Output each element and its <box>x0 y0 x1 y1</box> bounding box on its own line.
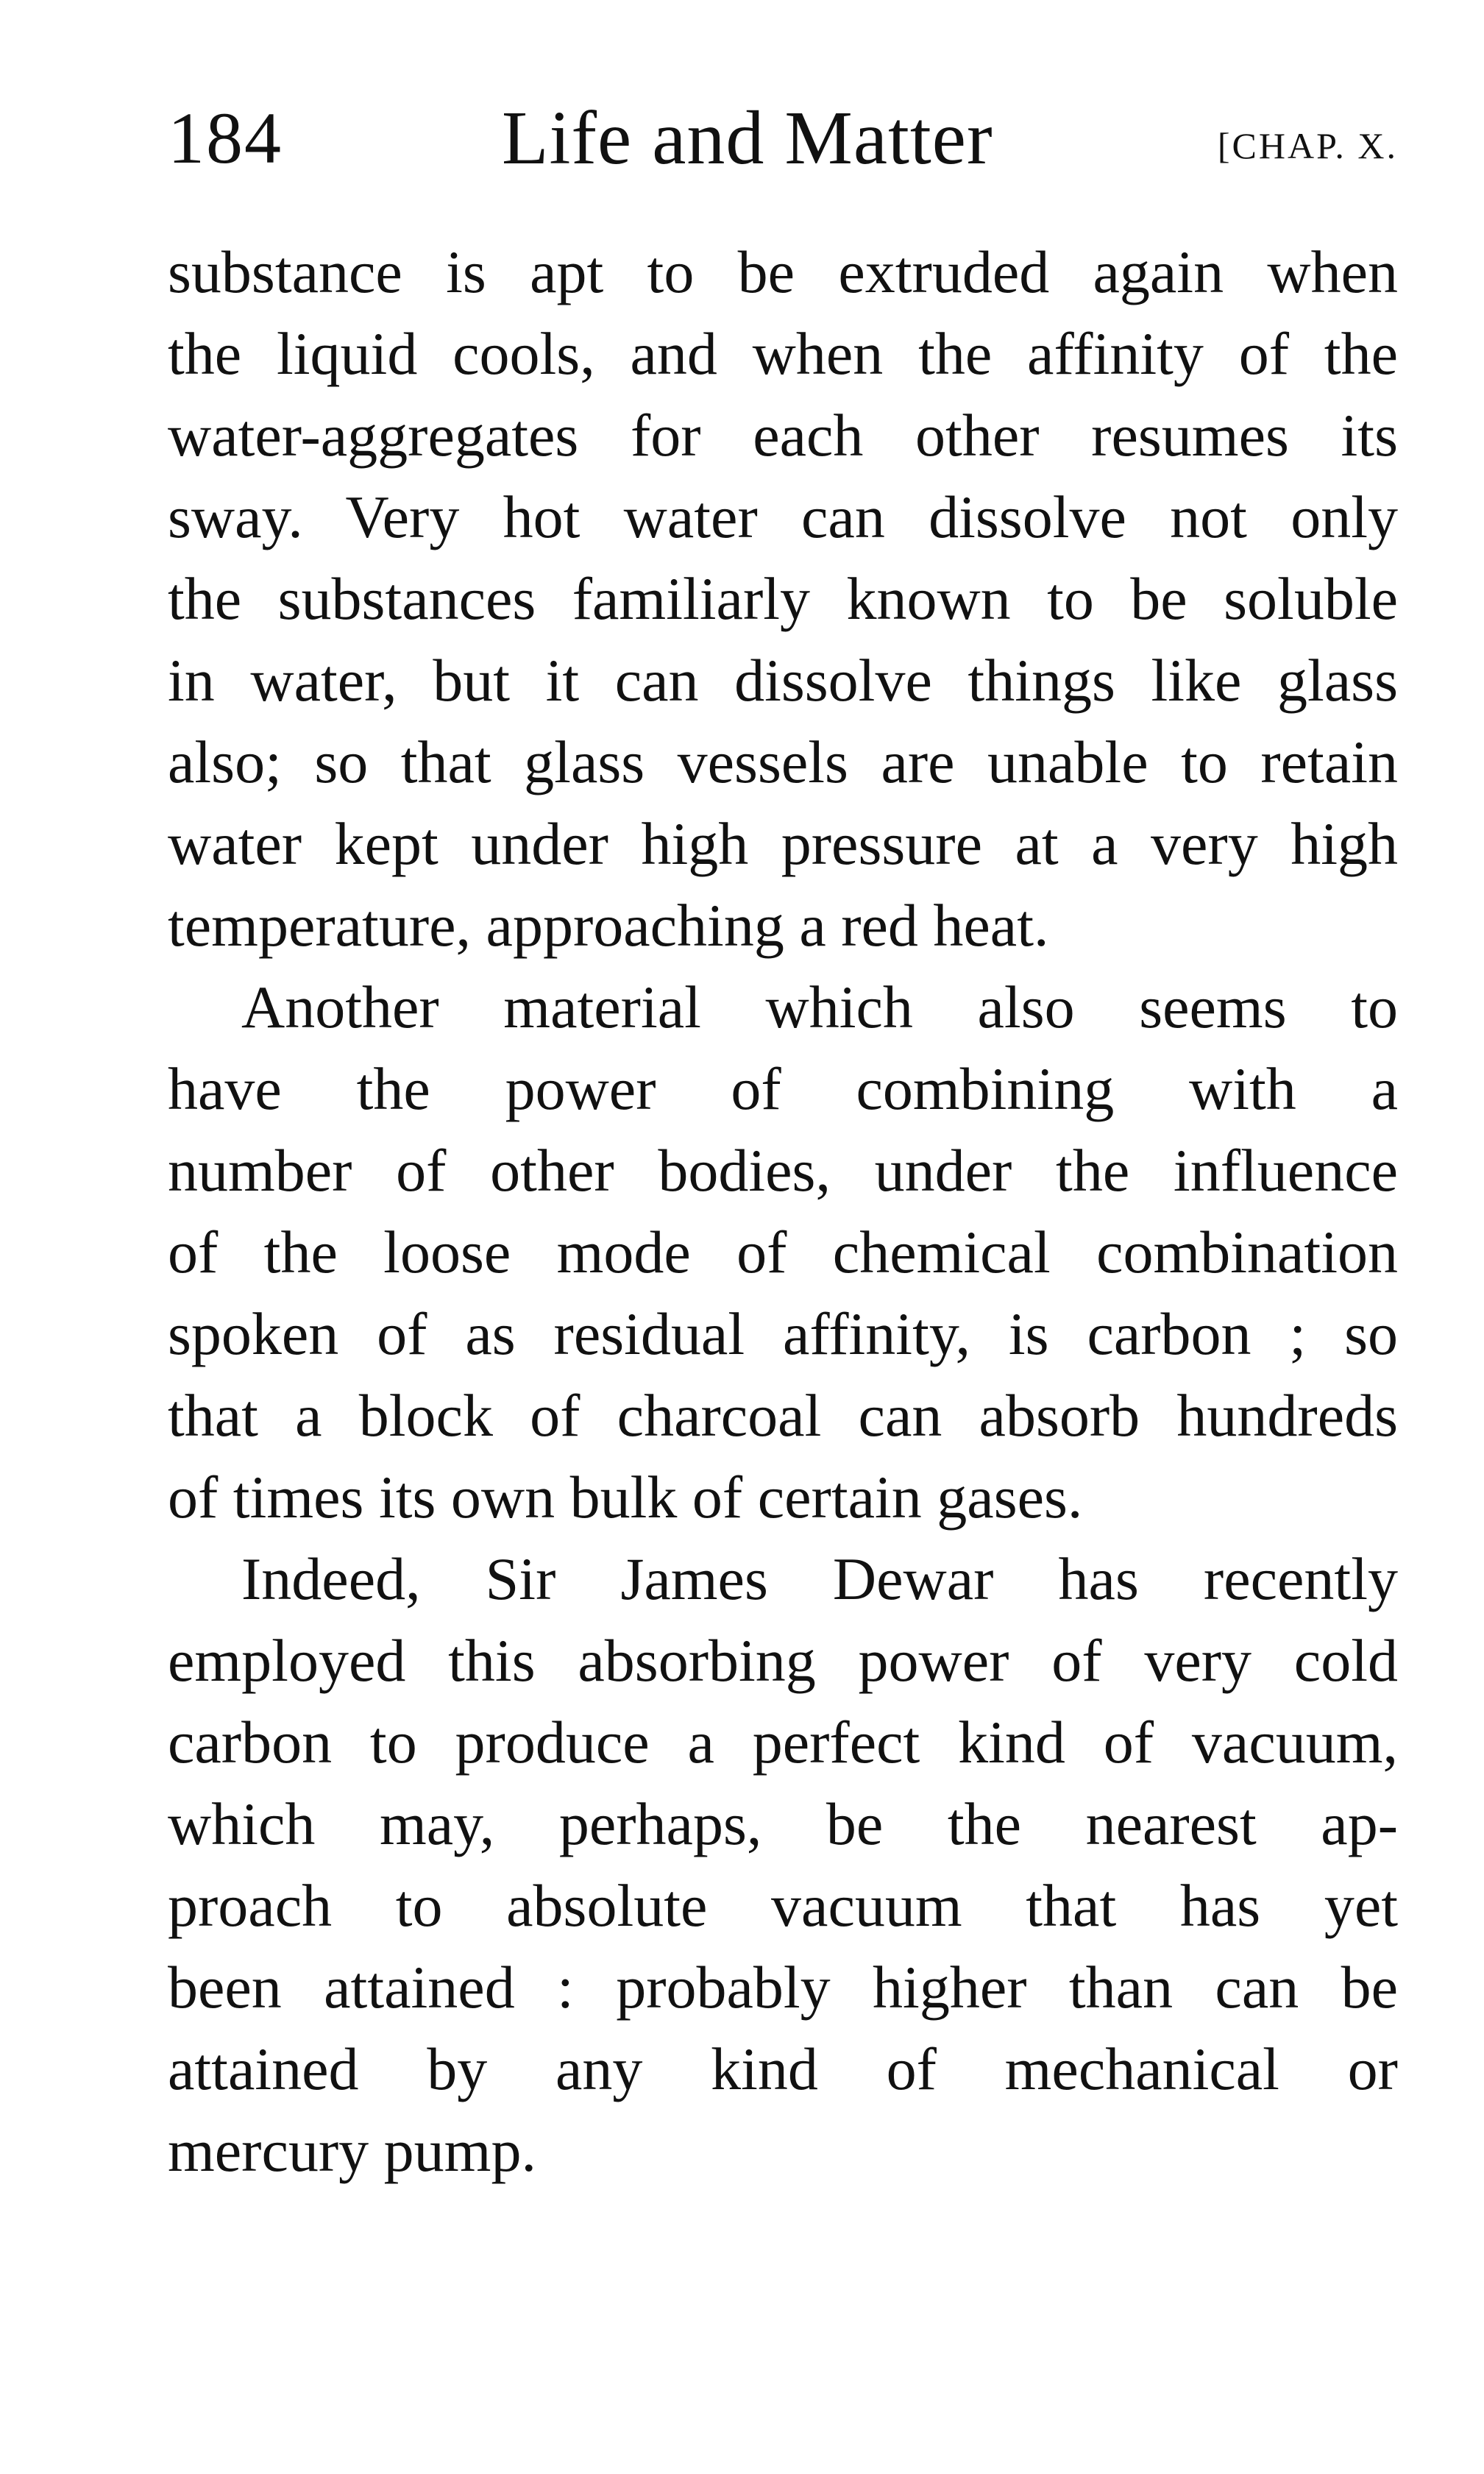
text-line: carbon to produce a perfect kind of vacuum, <box>168 1709 1398 1776</box>
text-line: of the loose mode of chemical combination <box>168 1219 1398 1286</box>
text-line: temperature, approaching a red heat. <box>168 892 1049 959</box>
text-line: also; so that glass vessels are unable to retain <box>168 729 1398 795</box>
text-line: that a block of charcoal can absorb hundreds <box>168 1382 1398 1449</box>
text-line: substance is apt to be extruded again when <box>168 238 1398 305</box>
text-line: mercury pump. <box>168 2117 536 2184</box>
text-line: attained by any kind of mechanical or <box>168 2035 1398 2102</box>
chapter-reference: [CHAP. X. <box>1217 125 1398 166</box>
text-line: the liquid cools, and when the affinity of the <box>168 320 1398 387</box>
text-line: Another material which also seems to <box>241 974 1398 1041</box>
text-line: sway. Very hot water can dissolve not only <box>168 483 1398 550</box>
text-line: water kept under high pressure at a very high <box>168 810 1398 877</box>
text-line: number of other bodies, under the influence <box>168 1137 1398 1204</box>
text-line: spoken of as residual affinity, is carbon ; so <box>168 1300 1398 1367</box>
text-line: the substances familiarly known to be soluble <box>168 565 1398 632</box>
text-line: water-aggregates for each other resumes its <box>168 402 1398 469</box>
page-number: 184 <box>168 97 283 179</box>
text-line: in water, but it can dissolve things like glass <box>168 647 1398 714</box>
text-line: have the power of combining with a <box>168 1055 1398 1122</box>
text-line: proach to absolute vacuum that has yet <box>168 1872 1398 1939</box>
body-text <box>168 231 1398 2191</box>
text-line: which may, perhaps, be the nearest ap- <box>168 1790 1398 1857</box>
text-line: of times its own bulk of certain gases. <box>168 1464 1083 1531</box>
page-header <box>168 94 1398 182</box>
text-line: Indeed, Sir James Dewar has recently <box>241 1545 1398 1612</box>
text-line: employed this absorbing power of very cold <box>168 1627 1398 1694</box>
running-title: Life and Matter <box>502 96 993 180</box>
text-line: been attained : probably higher than can be <box>168 1954 1398 2021</box>
